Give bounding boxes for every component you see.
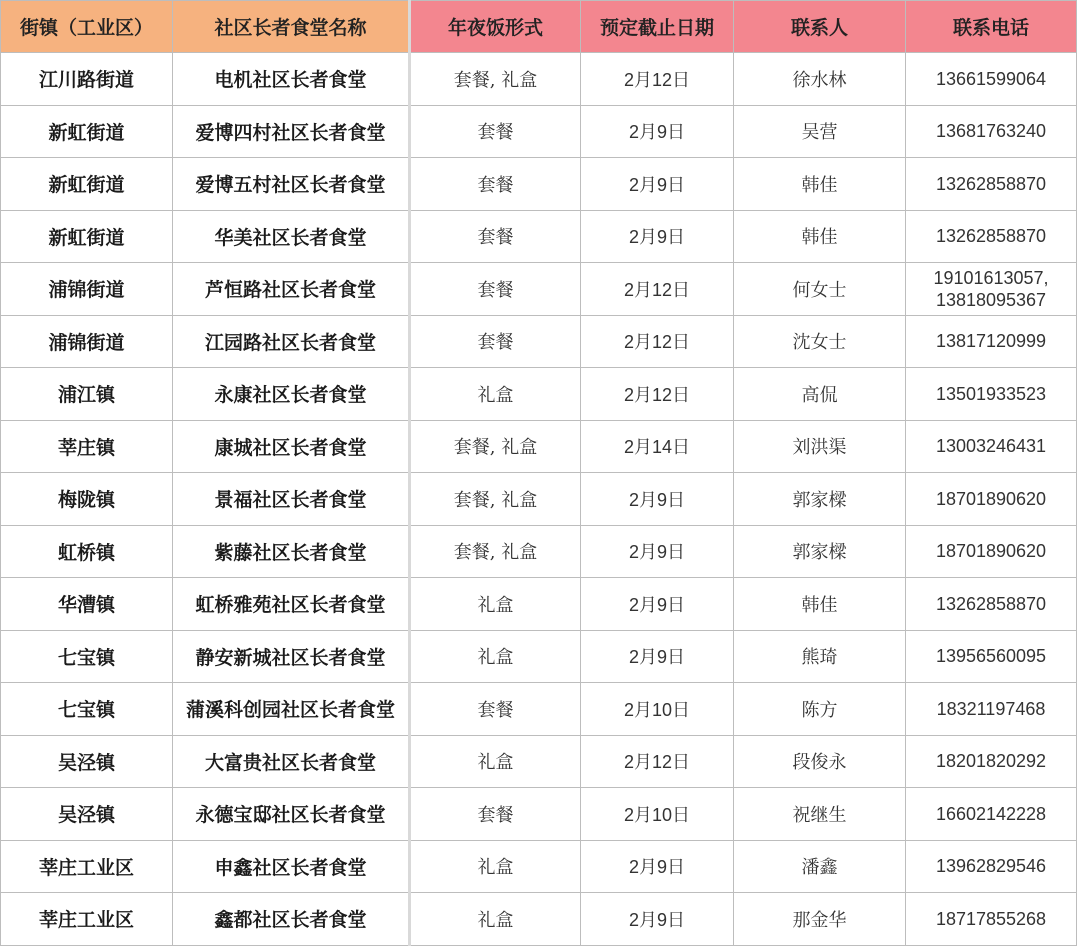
canteen-name-cell: 华美社区长者食堂 xyxy=(173,210,410,263)
contact-cell: 高侃 xyxy=(734,368,906,421)
canteen-name-cell: 鑫都社区长者食堂 xyxy=(173,893,410,946)
phone-cell xyxy=(906,420,1077,473)
table-body xyxy=(1,53,1077,946)
phone-number: 13962829546 xyxy=(935,856,1047,877)
meal-form-cell: 礼盒 xyxy=(410,578,581,631)
phone-number: 13661599064 xyxy=(935,68,1047,89)
phone-number: 18701890620 xyxy=(935,488,1047,509)
town-cell: 莘庄镇 xyxy=(1,420,173,473)
meal-form-cell: 礼盒 xyxy=(410,893,581,946)
phone-cell xyxy=(906,473,1077,526)
canteen-name-cell: 爱博四村社区长者食堂 xyxy=(173,105,410,158)
header-row xyxy=(1,1,1077,53)
deadline-cell: 2月9日 xyxy=(581,893,734,946)
town-cell: 江川路街道 xyxy=(1,53,173,106)
contact-cell: 韩佳 xyxy=(734,210,906,263)
phone-cell xyxy=(906,53,1077,106)
contact-cell: 郭家樑 xyxy=(734,525,906,578)
canteen-name-cell: 爱博五村社区长者食堂 xyxy=(173,158,410,211)
phone-cell xyxy=(906,525,1077,578)
canteen-name-cell: 江园路社区长者食堂 xyxy=(173,315,410,368)
deadline-cell: 2月9日 xyxy=(581,210,734,263)
canteen-name-cell: 景福社区长者食堂 xyxy=(173,473,410,526)
phone-cell xyxy=(906,683,1077,736)
table-row xyxy=(1,525,1077,578)
phone-cell xyxy=(906,368,1077,421)
canteen-name-cell: 永德宝邸社区长者食堂 xyxy=(173,788,410,841)
meal-form-cell: 套餐 xyxy=(410,263,581,316)
phone-cell xyxy=(906,315,1077,368)
town-cell: 莘庄工业区 xyxy=(1,840,173,893)
table-row xyxy=(1,263,1077,316)
town-cell: 莘庄工业区 xyxy=(1,893,173,946)
phone-number: 13003246431 xyxy=(935,436,1047,457)
deadline-cell: 2月12日 xyxy=(581,53,734,106)
canteen-name-cell: 静安新城社区长者食堂 xyxy=(173,630,410,683)
meal-form-cell: 套餐 xyxy=(410,105,581,158)
table-row xyxy=(1,735,1077,788)
phone-cell xyxy=(906,210,1077,263)
phone-number: 13262858870 xyxy=(935,593,1047,614)
contact-cell: 何女士 xyxy=(734,263,906,316)
phone-cell xyxy=(906,105,1077,158)
deadline-cell: 2月9日 xyxy=(581,525,734,578)
town-cell: 梅陇镇 xyxy=(1,473,173,526)
phone-number: 13262858870 xyxy=(935,226,1047,247)
contact-cell: 沈女士 xyxy=(734,315,906,368)
deadline-cell: 2月9日 xyxy=(581,473,734,526)
town-cell: 七宝镇 xyxy=(1,683,173,736)
town-cell: 浦锦街道 xyxy=(1,263,173,316)
table-row xyxy=(1,368,1077,421)
header-meal-form: 年夜饭形式 xyxy=(410,1,581,53)
town-cell: 新虹街道 xyxy=(1,105,173,158)
phone-number: 13262858870 xyxy=(935,173,1047,194)
meal-form-cell: 套餐, 礼盒 xyxy=(410,53,581,106)
meal-form-cell: 礼盒 xyxy=(410,735,581,788)
phone-number: 18717855268 xyxy=(935,908,1047,929)
phone-cell xyxy=(906,840,1077,893)
meal-form-cell: 套餐, 礼盒 xyxy=(410,525,581,578)
phone-cell xyxy=(906,893,1077,946)
header-town: 街镇（工业区） xyxy=(1,1,173,53)
contact-cell: 吴营 xyxy=(734,105,906,158)
canteen-name-cell: 紫藤社区长者食堂 xyxy=(173,525,410,578)
contact-cell: 潘鑫 xyxy=(734,840,906,893)
meal-form-cell: 套餐 xyxy=(410,788,581,841)
town-cell: 七宝镇 xyxy=(1,630,173,683)
header-canteen-name: 社区长者食堂名称 xyxy=(173,1,410,53)
phone-number: 13681763240 xyxy=(935,121,1047,142)
contact-cell: 段俊永 xyxy=(734,735,906,788)
phone-cell xyxy=(906,630,1077,683)
table-row xyxy=(1,210,1077,263)
town-cell: 虹桥镇 xyxy=(1,525,173,578)
deadline-cell: 2月10日 xyxy=(581,683,734,736)
canteen-name-cell: 康城社区长者食堂 xyxy=(173,420,410,473)
phone-number: 13956560095 xyxy=(935,646,1047,667)
phone-number: 13817120999 xyxy=(935,331,1047,352)
deadline-cell: 2月12日 xyxy=(581,315,734,368)
deadline-cell: 2月9日 xyxy=(581,578,734,631)
phone-number: 18321197468 xyxy=(936,698,1046,719)
contact-cell: 郭家樑 xyxy=(734,473,906,526)
table-row xyxy=(1,630,1077,683)
town-cell: 浦锦街道 xyxy=(1,315,173,368)
header-contact: 联系人 xyxy=(734,1,906,53)
header-deadline: 预定截止日期 xyxy=(581,1,734,53)
phone-cell xyxy=(906,263,1077,316)
contact-cell: 陈方 xyxy=(734,683,906,736)
canteen-name-cell: 芦恒路社区长者食堂 xyxy=(173,263,410,316)
phone-number: 13501933523 xyxy=(935,383,1047,404)
phone-number: 19101613057, xyxy=(933,267,1049,288)
canteen-name-cell: 电机社区长者食堂 xyxy=(173,53,410,106)
deadline-cell: 2月10日 xyxy=(581,788,734,841)
phone-cell xyxy=(906,578,1077,631)
table-row xyxy=(1,53,1077,106)
phone-number: 13818095367 xyxy=(935,289,1047,310)
meal-form-cell: 礼盒 xyxy=(410,368,581,421)
table-row xyxy=(1,315,1077,368)
table-row xyxy=(1,683,1077,736)
contact-cell: 熊琦 xyxy=(734,630,906,683)
meal-form-cell: 礼盒 xyxy=(410,840,581,893)
phone-cell xyxy=(906,158,1077,211)
town-cell: 吴泾镇 xyxy=(1,788,173,841)
town-cell: 新虹街道 xyxy=(1,158,173,211)
canteen-name-cell: 永康社区长者食堂 xyxy=(173,368,410,421)
contact-cell: 刘洪渠 xyxy=(734,420,906,473)
meal-form-cell: 套餐 xyxy=(410,315,581,368)
contact-cell: 韩佳 xyxy=(734,158,906,211)
table-row xyxy=(1,893,1077,946)
phone-cell xyxy=(906,735,1077,788)
table-row xyxy=(1,158,1077,211)
table-row xyxy=(1,840,1077,893)
contact-cell: 徐水林 xyxy=(734,53,906,106)
meal-form-cell: 套餐 xyxy=(410,158,581,211)
canteen-name-cell: 申鑫社区长者食堂 xyxy=(173,840,410,893)
deadline-cell: 2月14日 xyxy=(581,420,734,473)
table-row xyxy=(1,420,1077,473)
town-cell: 华漕镇 xyxy=(1,578,173,631)
canteen-name-cell: 大富贵社区长者食堂 xyxy=(173,735,410,788)
meal-form-cell: 套餐 xyxy=(410,210,581,263)
deadline-cell: 2月12日 xyxy=(581,368,734,421)
phone-number: 18701890620 xyxy=(935,541,1047,562)
contact-cell: 韩佳 xyxy=(734,578,906,631)
deadline-cell: 2月9日 xyxy=(581,158,734,211)
table-row xyxy=(1,788,1077,841)
table-row xyxy=(1,105,1077,158)
contact-cell: 祝继生 xyxy=(734,788,906,841)
contact-cell: 那金华 xyxy=(734,893,906,946)
phone-number: 18201820292 xyxy=(935,751,1047,772)
meal-form-cell: 套餐 xyxy=(410,683,581,736)
table-row xyxy=(1,473,1077,526)
canteen-name-cell: 虹桥雅苑社区长者食堂 xyxy=(173,578,410,631)
phone-number: 16602142228 xyxy=(935,803,1047,824)
meal-form-cell: 套餐, 礼盒 xyxy=(410,473,581,526)
header-phone: 联系电话 xyxy=(906,1,1077,53)
deadline-cell: 2月9日 xyxy=(581,840,734,893)
meal-form-cell: 套餐, 礼盒 xyxy=(410,420,581,473)
town-cell: 浦江镇 xyxy=(1,368,173,421)
town-cell: 新虹街道 xyxy=(1,210,173,263)
deadline-cell: 2月9日 xyxy=(581,105,734,158)
deadline-cell: 2月9日 xyxy=(581,630,734,683)
canteen-name-cell: 蒲溪科创园社区长者食堂 xyxy=(173,683,410,736)
deadline-cell: 2月12日 xyxy=(581,263,734,316)
table-row xyxy=(1,578,1077,631)
deadline-cell: 2月12日 xyxy=(581,735,734,788)
meal-form-cell: 礼盒 xyxy=(410,630,581,683)
town-cell: 吴泾镇 xyxy=(1,735,173,788)
phone-cell xyxy=(906,788,1077,841)
